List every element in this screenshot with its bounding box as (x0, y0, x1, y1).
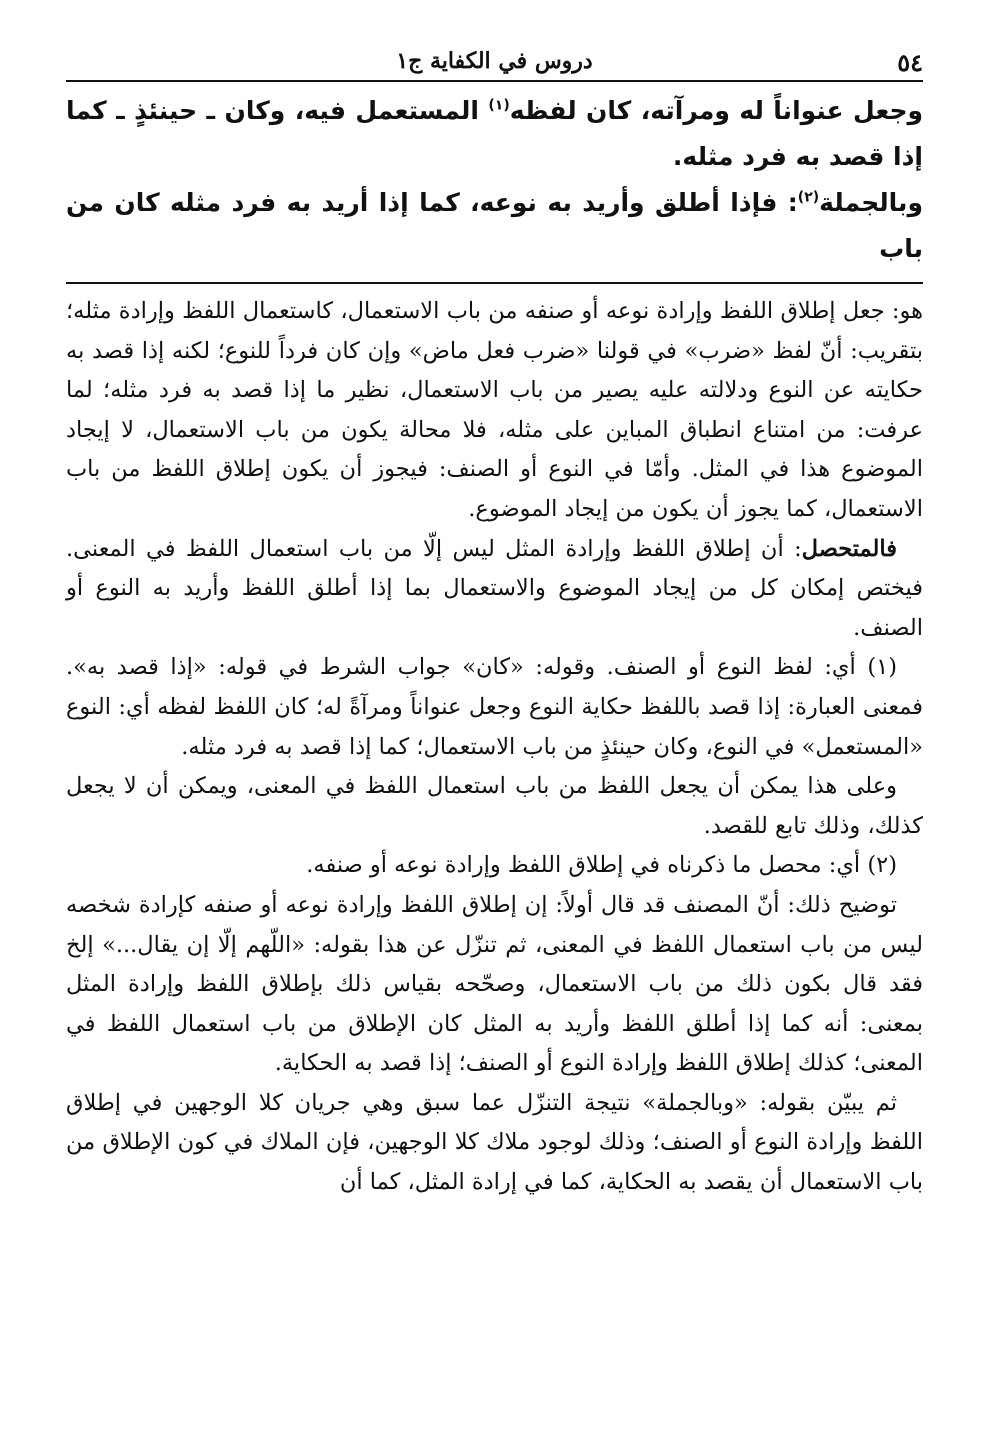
paragraph-lead: فالمتحصل (801, 535, 897, 562)
footnote-1: (١) أي: لفظ النوع أو الصنف. وقوله: «كان» جواب الشرط في قوله: «إذا قصد به». فمعنى العبارة: إذا قصد باللفظ حكاية النوع وجعل عنواناً ومرآةً له؛ كان اللفظ لفظه أي: النوع «المستعمل» في النوع، وكان حينئذٍ من باب الاستعمال؛ كما إذا قصد به فرد مثله. (66, 654, 923, 760)
commentary-text (66, 292, 923, 1203)
footnote-ref-1: (١) (488, 97, 510, 114)
footnote-ref-2: (٢) (797, 189, 820, 206)
commentary-paragraph: وعلى هذا يمكن أن يجعل اللفظ من باب استعمال اللفظ في المعنى، ويمكن أن لا يجعل كذلك، وذلك تابع للقصد. (66, 773, 923, 839)
main-paragraph (66, 88, 923, 180)
main-text-run: المستعمل فيه، وكان ـ حينئذٍ ـ كما إذا قصد به فرد مثله. (66, 96, 923, 171)
commentary-text-run: : أن إطلاق اللفظ وإرادة المثل ليس إلّا من باب استعمال اللفظ في المعنى. فيختص إمكان كل من إيجاد الموضوع والاستعمال بما إذا أطلق اللفظ وأريد به النوع أو الصنف. (66, 535, 923, 641)
main-paragraph (66, 180, 923, 272)
commentary-paragraph: هو: جعل إطلاق اللفظ وإرادة نوعه أو صنفه من باب الاستعمال، كاستعمال اللفظ وإرادة مثله؛ بتقريب: أنّ لفظ «ضرب» في قولنا «ضرب فعل ماض» وإن كان فرداً للنوع؛ لكنه إذا قصد به حكايته عن النوع ودلالته عليه يصير من باب الاستعمال، نظير ما إذا قصد به فرد مثله؛ لما عرفت: من امتناع انطباق المباين على مثله، فلا محالة يكون من باب الاستعمال، لا إيجاد الموضوع هذا في المثل. وأمّا في النوع أو الصنف: فيجوز أن يكون إطلاق اللفظ من باب الاستعمال، كما يجوز أن يكون من إيجاد الموضوع. (66, 298, 923, 522)
commentary-separator (66, 282, 923, 284)
commentary-paragraph (66, 530, 923, 649)
page-header (66, 40, 923, 82)
running-title: دروس في الكفاية ج١ (396, 48, 593, 74)
page-number: ٥٤ (897, 48, 923, 77)
main-text-run: وبالجملة (819, 188, 923, 217)
footnote-2: (٢) أي: محصل ما ذكرناه في إطلاق اللفظ وإرادة نوعه أو صنفه. (306, 852, 897, 879)
commentary-paragraph: توضيح ذلك: أنّ المصنف قد قال أولاً: إن إطلاق اللفظ وإرادة نوعه أو صنفه كإرادة شخصه ليس من باب استعمال اللفظ في المعنى، ثم تنزّل عن هذا بقوله: «اللّهم إلّا إن يقال...» إلخ فقد قال بكون ذلك من باب الاستعمال، وصحّحه بقياس ذلك بإطلاق اللفظ وإرادة المثل بمعنى: أنه كما إذا أطلق اللفظ وأريد به المثل كان الإطلاق من باب استعمال اللفظ في المعنى؛ كذلك إطلاق اللفظ وإرادة النوع أو الصنف؛ إذا قصد به الحكاية. (66, 891, 923, 1077)
main-text (66, 88, 923, 272)
main-text-run: : فإذا أطلق وأريد به نوعه، كما إذا أريد به فرد مثله كان من باب (66, 188, 923, 263)
commentary-paragraph: ثم يبيّن بقوله: «وبالجملة» نتيجة التنزّل عما سبق وهي جريان كلا الوجهين في إطلاق اللفظ وإرادة النوع أو الصنف؛ وذلك لوجود ملاك كلا الوجهين، فإن الملاك في كون الإطلاق من باب الاستعمال أن يقصد به الحكاية، كما في إرادة المثل، كما أن (66, 1089, 923, 1196)
main-text-run: وجعل عنواناً له ومرآته، كان لفظه (509, 96, 924, 125)
